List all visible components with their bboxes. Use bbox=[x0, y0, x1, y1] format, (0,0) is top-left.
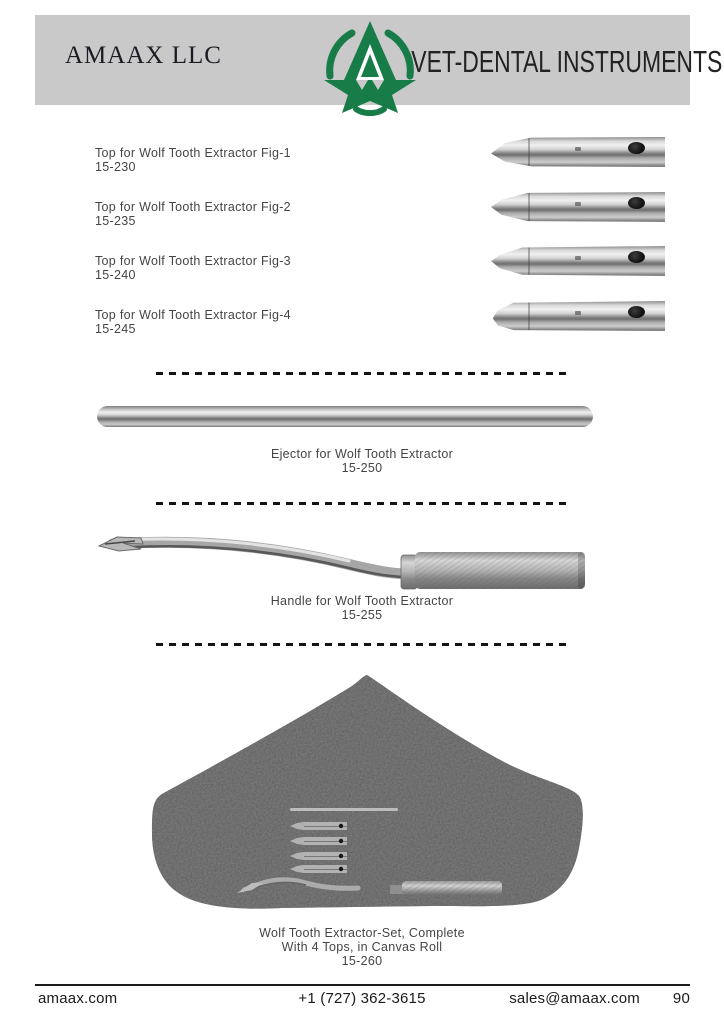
product-name: Top for Wolf Tooth Extractor Fig-2 bbox=[95, 200, 291, 214]
product-label bbox=[95, 308, 291, 336]
product-code: 15-260 bbox=[341, 954, 383, 968]
footer-email: sales@amaax.com bbox=[509, 990, 640, 1007]
product-image-top-fig2 bbox=[491, 192, 665, 222]
product-code: 15-250 bbox=[341, 461, 383, 475]
product-code: 15-235 bbox=[95, 214, 136, 228]
product-image-top-fig1 bbox=[491, 137, 665, 167]
product-name: Ejector for Wolf Tooth Extractor bbox=[270, 447, 454, 461]
footer-website: amaax.com bbox=[38, 990, 118, 1007]
dashed-divider bbox=[156, 643, 570, 646]
product-caption bbox=[0, 594, 724, 622]
product-label bbox=[95, 200, 291, 228]
product-caption bbox=[0, 926, 724, 968]
tube-hole bbox=[628, 142, 645, 154]
product-label bbox=[95, 146, 291, 174]
company-name: AMAAX LLC bbox=[65, 42, 222, 69]
product-code: 15-255 bbox=[341, 608, 383, 622]
product-code: 15-240 bbox=[95, 268, 136, 282]
tube-hole bbox=[628, 251, 645, 263]
amaax-logo-icon bbox=[318, 20, 422, 116]
footer-page-number: 90 bbox=[672, 990, 690, 1007]
dashed-divider bbox=[156, 372, 570, 375]
page-title: VET-DENTAL INSTRUMENTS bbox=[411, 44, 722, 79]
tube-hole bbox=[628, 197, 645, 209]
product-name-line1: Wolf Tooth Extractor-Set, Complete bbox=[259, 926, 465, 940]
product-image-canvas-roll-set bbox=[140, 666, 590, 918]
dashed-divider bbox=[156, 502, 570, 505]
footer-rule bbox=[35, 984, 690, 986]
footer-phone: +1 (727) 362-3615 bbox=[298, 990, 426, 1007]
tube-hole bbox=[628, 306, 645, 318]
product-name: Top for Wolf Tooth Extractor Fig-4 bbox=[95, 308, 291, 322]
product-name-line2: With 4 Tops, in Canvas Roll bbox=[281, 940, 443, 954]
product-name: Top for Wolf Tooth Extractor Fig-1 bbox=[95, 146, 291, 160]
product-image-ejector bbox=[97, 406, 593, 427]
product-image-top-fig4 bbox=[491, 301, 665, 331]
product-name: Top for Wolf Tooth Extractor Fig-3 bbox=[95, 254, 291, 268]
product-label bbox=[95, 254, 291, 282]
product-name: Handle for Wolf Tooth Extractor bbox=[270, 594, 454, 608]
product-image-top-fig3 bbox=[491, 246, 665, 276]
product-code: 15-230 bbox=[95, 160, 136, 174]
product-image-handle bbox=[95, 528, 595, 592]
product-code: 15-245 bbox=[95, 322, 136, 336]
product-caption bbox=[0, 447, 724, 475]
